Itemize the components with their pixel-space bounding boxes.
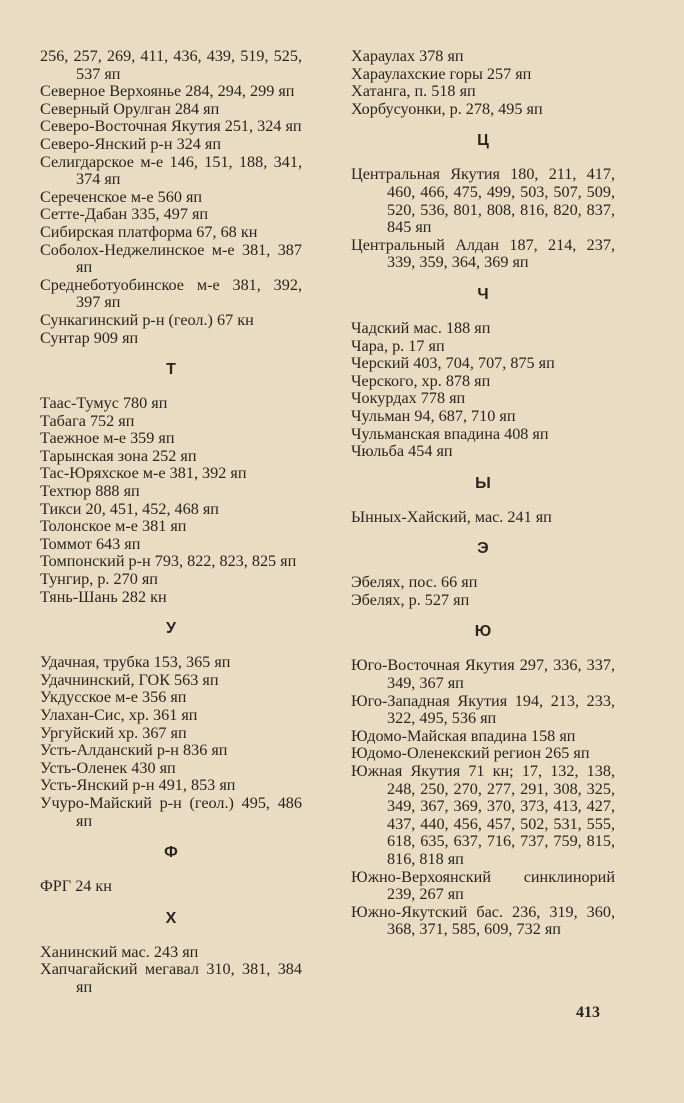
index-entry: Южная Якутия 71 кн; 17, 132, 138, 248, 250, 270, 277, 291, 308, 325, 349, 367, 369, 370, 373, 413, 427, 437, 440, 456, 457, 502, 531, 555, 618, 635, 637, 716, 737, 759, 815, 816, 818 яп: [351, 762, 615, 868]
index-entry: Техтюр 888 яп: [40, 482, 140, 501]
index-entry: Томпонский р-н 793, 822, 823, 825 яп: [40, 552, 297, 571]
index-entry: Укдусское м-е 356 яп: [40, 688, 187, 707]
index-entry: Улахан-Сис, хр. 361 яп: [40, 706, 198, 724]
index-entry: Чокурдах 778 яп: [351, 389, 466, 408]
index-entry: Хапчагайский мегавал 310, 381, 384 яп: [40, 960, 302, 996]
index-entry: Северный Орулган 284 яп: [40, 99, 220, 118]
index-entry: Чара, р. 17 яп: [351, 336, 445, 355]
index-entry: Усть-Оленек 430 яп: [40, 758, 176, 777]
index-entry: Таас-Тумус 780 яп: [40, 394, 168, 413]
index-entry: Чульман 94, 687, 710 яп: [351, 406, 516, 425]
section-letter: Ю: [474, 623, 492, 641]
index-entry-continuation: 256, 257, 269, 411, 436, 439, 519, 525, 537 яп: [40, 47, 302, 83]
index-entry: Южно-Верхоянский синклинорий 239, 267 яп: [351, 867, 615, 904]
section-letter: У: [166, 620, 176, 638]
section-letter: Ч: [477, 285, 489, 303]
index-entry: Хараулах 378 яп: [351, 47, 464, 65]
index-entry: Ханинский мас. 243 яп: [40, 942, 199, 961]
right-column: [351, 48, 615, 939]
index-entry: Хараулахские горы 257 яп: [351, 64, 532, 83]
index-entry: Ургуйский хр. 367 яп: [40, 723, 187, 742]
index-entry: Толонское м-е 381 яп: [40, 517, 187, 536]
section-letter: Ф: [164, 844, 178, 862]
index-entry: Юдомо-Оленекский регион 265 яп: [351, 744, 590, 763]
index-entry: Юго-Западная Якутия 194, 213, 233, 322, 495, 536 яп: [351, 691, 615, 728]
index-entry: Сибирская платформа 67, 68 кн: [40, 222, 258, 241]
index-entry: Соболох-Неджелинское м-е 381, 387 яп: [40, 240, 302, 277]
page-number: 413: [576, 1004, 600, 1021]
index-entry: Чульманская впадина 408 яп: [351, 424, 549, 443]
section-letter: Ц: [477, 132, 489, 150]
index-entry: Северо-Восточная Якутия 251, 324 яп: [40, 117, 302, 136]
index-entry: Табага 752 яп: [40, 411, 135, 430]
index-entry: Сунтар 909 яп: [40, 328, 139, 347]
left-column: [40, 48, 302, 997]
index-entry: Сетте-Дабан 335, 497 яп: [40, 205, 209, 224]
index-entry: Тунгир, р. 270 яп: [40, 570, 158, 589]
section-letter: Ы: [475, 474, 491, 492]
index-entry: Среднеботуобинское м-е 381, 392, 397 яп: [40, 275, 302, 312]
index-entry: Чадский мас. 188 яп: [351, 318, 491, 337]
index-entry: Удачнинский, ГОК 563 яп: [40, 670, 219, 689]
index-entry: Хорбусуонки, р. 278, 495 яп: [351, 99, 543, 118]
index-entry: Тикси 20, 451, 452, 468 яп: [40, 499, 219, 518]
index-entry: Томмот 643 яп: [40, 534, 141, 553]
index-entry: Хатанга, п. 518 яп: [351, 82, 476, 101]
index-entry: Эбелях, пос. 66 яп: [351, 573, 478, 592]
index-entry: Селигдарское м-е 146, 151, 188, 341, 374 яп: [40, 152, 302, 189]
index-entry: Южно-Якутский бас. 236, 319, 360, 368, 371, 585, 609, 732 яп: [351, 902, 615, 939]
index-entry: Таежное м-е 359 яп: [40, 429, 175, 448]
index-entry: ФРГ 24 кн: [40, 877, 112, 896]
index-entry: Центральная Якутия 180, 211, 417, 460, 466, 475, 499, 503, 507, 509, 520, 536, 801, 808, 816, 820, 837, 845 яп: [351, 165, 615, 237]
index-entry: Удачная, трубка 153, 365 яп: [40, 653, 231, 672]
section-letter: Т: [166, 361, 176, 379]
index-entry: Тянь-Шань 282 кн: [40, 587, 167, 606]
index-entry: Учуро-Майский р-н (геол.) 495, 486 яп: [40, 793, 302, 830]
index-entry: Тас-Юряхское м-е 381, 392 яп: [40, 464, 247, 483]
index-entry: Сункагинский р-н (геол.) 67 кн: [40, 310, 254, 329]
index-entry: Усть-Янский р-н 491, 853 яп: [40, 776, 236, 795]
index-entry: Чюльба 454 яп: [351, 442, 453, 461]
index-entry: Усть-Алданский р-н 836 яп: [40, 741, 228, 760]
section-letter: Х: [165, 909, 177, 927]
index-entry: Ынных-Хайский, мас. 241 яп: [351, 507, 552, 526]
index-entry: Северо-Янский р-н 324 яп: [40, 134, 222, 153]
index-entry: Черский 403, 704, 707, 875 яп: [351, 354, 555, 373]
index-entry: Центральный Алдан 187, 214, 237, 339, 359, 364, 369 яп: [351, 235, 615, 272]
index-entry: Черского, хр. 878 яп: [351, 371, 491, 390]
index-entry: Сереченское м-е 560 яп: [40, 187, 203, 206]
index-entry: Северное Верхоянье 284, 294, 299 яп: [40, 82, 295, 101]
section-letter: Э: [477, 540, 489, 558]
index-entry: Юго-Восточная Якутия 297, 336, 337, 349, 367 яп: [351, 656, 615, 693]
index-entry: Юдомо-Майская впадина 158 яп: [351, 726, 576, 745]
index-entry: Тарынская зона 252 яп: [40, 446, 197, 465]
index-entry: Эбелях, р. 527 яп: [351, 590, 470, 609]
